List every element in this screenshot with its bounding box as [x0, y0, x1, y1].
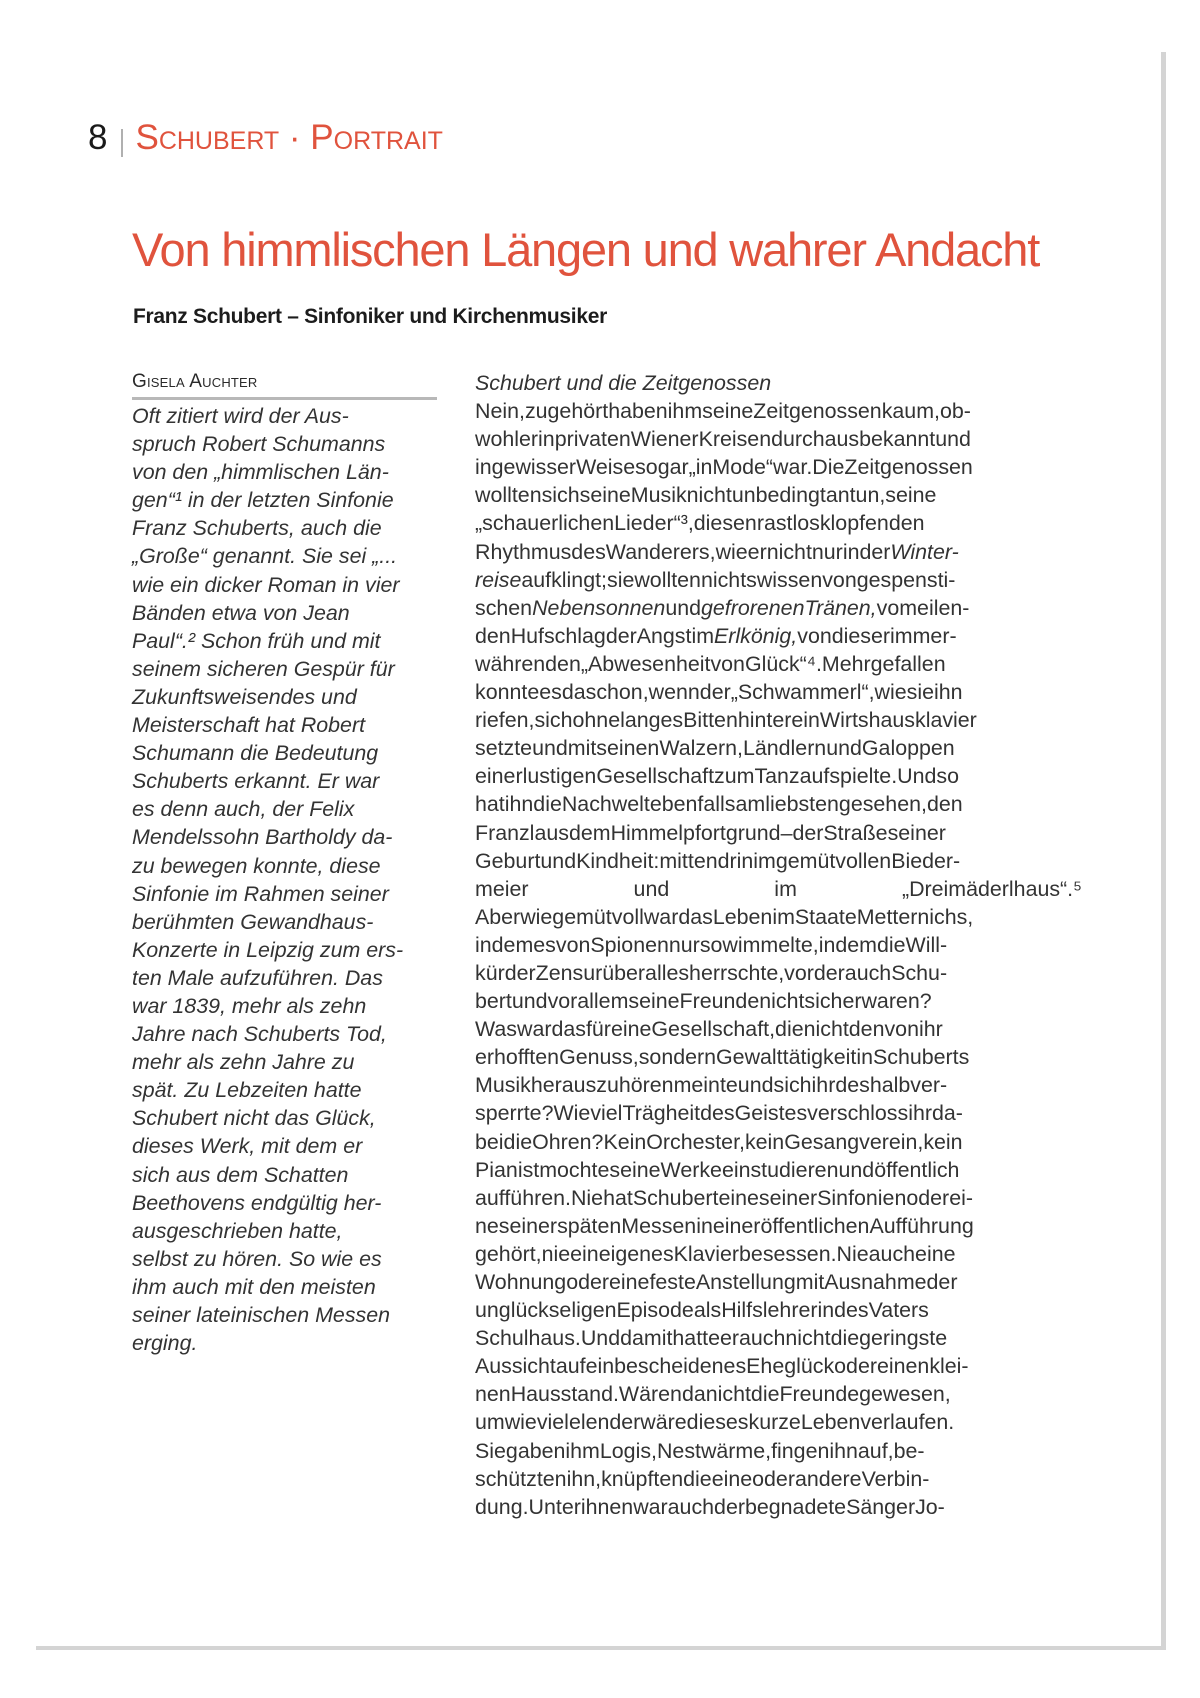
page-number: 8 — [88, 118, 108, 157]
body-line: GeburtundKindheit:mittendrinimgemütvollenBieder- — [475, 848, 961, 873]
body-line: Nein,zugehörthabenihmseineZeitgenossenkaum,ob- — [475, 399, 971, 424]
body-line: schütztenihn,knüpftendieeineoderandereVerbin- — [475, 1466, 930, 1491]
intro-line: Franz Schuberts, auch die — [132, 516, 382, 541]
body-line: wohlerinprivatenWienerKreisendurchausbekanntund — [475, 427, 971, 452]
body-line: währenden„AbwesenheitvonGlück“⁴.Mehrgefallen — [475, 651, 946, 676]
body-line: hatihndieNachweltebenfallsamliebstengesehen,den — [475, 792, 963, 817]
intro-line: Schuberts erkannt. Er war — [132, 769, 380, 794]
body-line: AberwiegemütvollwardasLebenimStaateMetternichs, — [475, 904, 974, 929]
intro-line: spruch Robert Schumanns — [132, 432, 386, 457]
body-line: aufführen.NiehatSchuberteineseinerSinfonienoderei- — [475, 1185, 973, 1210]
running-head-section: Schubert · Portrait — [135, 118, 443, 157]
section-heading: Schubert und die Zeitgenossen — [475, 371, 772, 395]
intro-line: von den „himmlischen Län- — [132, 460, 389, 485]
intro-line: spät. Zu Lebzeiten hatte — [132, 1078, 362, 1103]
body-line: kürderZensurüberallesherrschte,vorderauchSchu- — [475, 960, 948, 985]
body-line: meier und im „Dreimäderlhaus“.⁵ — [475, 876, 1082, 901]
intro-line: Oft zitiert wird der Aus- — [132, 404, 349, 428]
intro-line: mehr als zehn Jahre zu — [132, 1050, 355, 1075]
article-subtitle: Franz Schubert – Sinfoniker und Kirchenmusiker — [133, 305, 607, 328]
main-column — [475, 369, 1082, 1521]
body-line: AussichtaufeinbescheidenesEheglückodereinenklei- — [475, 1354, 969, 1379]
body-line: erhofftenGenuss,sondernGewalttätigkeitinSchuberts — [475, 1045, 970, 1070]
body-text — [475, 397, 1082, 1521]
body-line: Musikherauszuhörenmeinteundsichihrdeshalbver- — [475, 1073, 948, 1098]
intro-line: Zukunftsweisendes und — [132, 684, 357, 709]
body-line: dung.UnterihnenwarauchderbegnadeteSängerJo- — [475, 1494, 945, 1519]
intro-line: seinem sicheren Gespür für — [132, 656, 395, 681]
intro-text — [132, 402, 437, 1357]
body-line: gehört,nieeineigenesKlavierbesessen.Nieaucheine — [475, 1241, 956, 1266]
running-head-divider — [121, 129, 123, 157]
body-line: wolltensichseineMusiknichtunbedingtantun,seine — [475, 483, 937, 508]
body-line: SiegabenihmLogis,Nestwärme,fingenihnauf,be- — [475, 1438, 925, 1463]
intro-line: wie ein dicker Roman in vier — [132, 572, 400, 597]
intro-line: berühmten Gewandhaus- — [132, 909, 374, 934]
body-line: PianistmochteseineWerkeeinstudierenundöffentlich — [475, 1157, 960, 1182]
page-shadow-right — [1161, 52, 1166, 1650]
body-line: Schulhaus.Unddamithatteerauchnichtdiegeringste — [475, 1326, 948, 1351]
body-line: reiseaufklingt;siewolltennichtswissenvongespensti- — [475, 567, 956, 592]
intro-line: Sinfonie im Rahmen seiner — [132, 881, 389, 906]
author-byline: Gisela Auchter — [132, 371, 437, 400]
intro-line: „Große“ genannt. Sie sei „... — [132, 544, 398, 569]
article-headline: Von himmlischen Längen und wahrer Andacht — [132, 223, 1040, 276]
intro-line: Bänden etwa von Jean — [132, 600, 350, 625]
intro-line: Jahre nach Schuberts Tod, — [132, 1022, 387, 1047]
body-line: denHufschlagderAngstimErlkönig,vondieserimmer- — [475, 623, 957, 648]
intro-line: zu bewegen konnte, diese — [132, 853, 381, 878]
intro-line: dieses Werk, mit dem er — [132, 1134, 363, 1159]
body-line: umwievielelenderwäredieseskurzeLebenverlaufen. — [475, 1410, 955, 1435]
intro-line: seiner lateinischen Messen — [132, 1303, 391, 1327]
body-line: setzteundmitseinenWalzern,LändlernundGaloppen — [475, 736, 955, 761]
page-shadow-bottom — [36, 1646, 1166, 1650]
body-line: WohnungodereinefesteAnstellungmitAusnahmeder — [475, 1270, 958, 1294]
body-line: sperrte?WievielTrägheitdesGeistesverschlossihrda- — [475, 1101, 963, 1126]
intro-line: Paul“.² Schon früh und mit — [132, 628, 381, 653]
body-line: einerlustigenGesellschaftzumTanzaufspielte.Undso — [475, 764, 959, 789]
intro-line: ten Male aufzuführen. Das — [132, 965, 383, 990]
body-line: schenNebensonnenundgefrorenenTränen,vomeilen- — [475, 595, 970, 620]
body-line: nenHausstand.WärendanichtdieFreundegewesen, — [475, 1382, 951, 1407]
body-line: neseinerspätenMessenineineröffentlichenAufführung — [475, 1213, 974, 1238]
body-line: indemesvonSpionennursowimmelte,indemdieWill- — [475, 932, 948, 957]
running-head — [88, 118, 443, 168]
intro-line: war 1839, mehr als zehn — [132, 993, 367, 1018]
intro-line: es denn auch, der Felix — [132, 797, 355, 822]
intro-line: Meisterschaft hat Robert — [132, 713, 366, 738]
body-line: beidieOhren?KeinOrchester,keinGesangverein,kein — [475, 1129, 963, 1154]
body-line: riefen,sichohnelangesBittenhintereinWirtshausklavier — [475, 708, 977, 733]
body-line: FranzlausdemHimmelpfortgrund–derStraßeseiner — [475, 820, 946, 845]
intro-line: ihm auch mit den meisten — [132, 1274, 376, 1299]
body-line: unglückseligenEpisodealsHilfslehrerindesVaters — [475, 1298, 929, 1323]
intro-line: erging. — [132, 1331, 198, 1356]
intro-line: Beethovens endgültig her- — [132, 1190, 382, 1215]
body-line: konnteesdaschon,wennder„Schwammerl“,wiesieihn — [475, 680, 963, 705]
intro-line: Schubert nicht das Glück, — [132, 1106, 376, 1131]
intro-line: sich aus dem Schatten — [132, 1162, 349, 1187]
intro-line: Schumann die Bedeutung — [132, 741, 379, 766]
intro-line: Konzerte in Leipzig zum ers- — [132, 937, 404, 962]
intro-line: gen“¹ in der letzten Sinfonie — [132, 488, 394, 513]
intro-line: Mendelssohn Bartholdy da- — [132, 825, 393, 850]
intro-line: ausgeschrieben hatte, — [132, 1218, 343, 1243]
body-line: bertundvorallemseineFreundenichtsicherwaren? — [475, 989, 932, 1014]
body-line: „schauerlichenLieder“³,diesenrastlosklopfenden — [475, 511, 925, 536]
intro-line: selbst zu hören. So wie es — [132, 1246, 382, 1271]
body-line: WaswardasfüreineGesellschaft,dienichtdenvonihr — [475, 1017, 943, 1042]
body-line: RhythmusdesWanderers,wieernichtnurinderWinter- — [475, 539, 959, 564]
body-line: ingewisserWeisesogar„inMode“war.DieZeitgenossen — [475, 455, 973, 480]
sidebar-column — [132, 371, 437, 1357]
